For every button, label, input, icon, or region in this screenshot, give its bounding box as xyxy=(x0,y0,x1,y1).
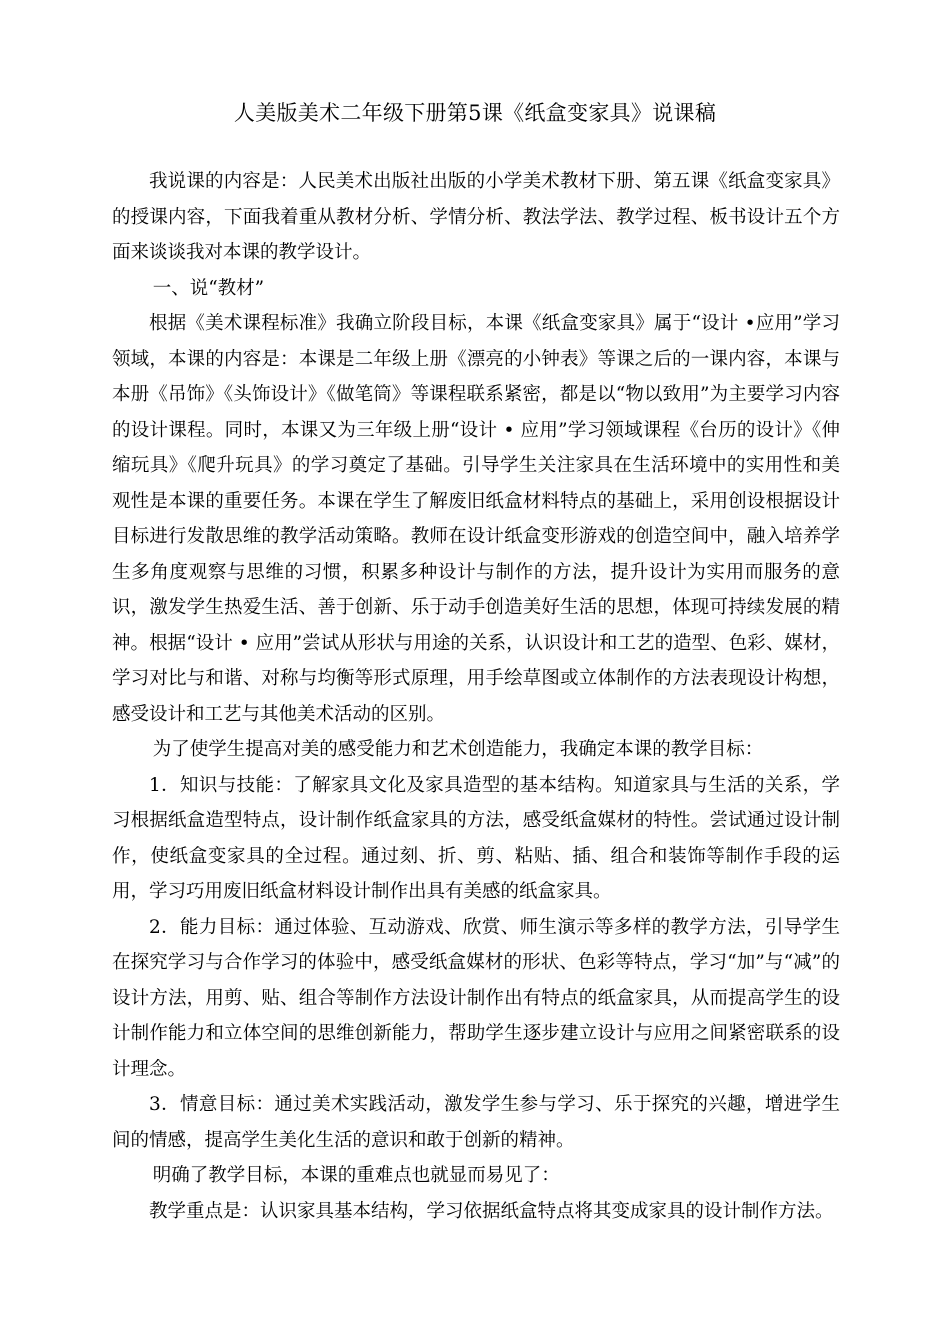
paragraph-goals-intro: 为了使学生提高对美的感受能力和艺术创造能力，我确定本课的教学目标： xyxy=(152,739,764,760)
paragraph-goal-knowledge: 1．知识与技能：了解家具文化及家具造型的基本结构。知道家具与生活的关系，学习根据纸盒造型特点，设计制作纸盒家具的方法，感受纸盒媒材的特性。尝试通过设计制作，使纸盒变家具的全过程。通过刻、折、剪、粘贴、插、组合和装饰等制作手段的运用，学习巧用废旧纸盒材料设计制作出具有美感的纸盒家具。 xyxy=(112,774,840,902)
document-title: 人美版美术二年级下册第5课《纸盒变家具》说课稿 xyxy=(233,101,717,125)
paragraph-key-points-intro: 明确了教学目标，本课的重难点也就显而易见了： xyxy=(152,1165,560,1186)
paragraph-goal-ability: 2．能力目标：通过体验、互动游戏、欣赏、师生演示等多样的教学方法，引导学生在探究学习与合作学习的体验中，感受纸盒媒材的形状、色彩等特点，学习“加”与“减”的设计方法，用剪、贴、组合等制作方法设计制作出有特点的纸盒家具，从而提高学生的设计制作能力和立体空间的思维创新能力，帮助学生逐步建立设计与应用之间紧密联系的设计理念。 xyxy=(112,916,840,1080)
paragraph-key-point: 教学重点是：认识家具基本结构，学习依据纸盒特点将其变成家具的设计制作方法。 xyxy=(149,1200,834,1222)
document-body xyxy=(112,164,840,1229)
paragraph-goal-emotion: 3．情意目标：通过美术实践活动，激发学生参与学习、乐于探究的兴趣，增进学生间的情感，提高学生美化生活的意识和敢于创新的精神。 xyxy=(112,1094,840,1151)
paragraph-textbook-analysis: 根据《美术课程标准》我确立阶段目标，本课《纸盒变家具》属于“设计 •应用”学习领域，本课的内容是：本课是二年级上册《漂亮的小钟表》等课之后的一课内容，本课与本册《吊饰》《头饰设计》《做笔筒》等课程联系紧密，都是以“物以致用”为主要学习内容的设计课程。同时，本课又为三年级上册“设计 • 应用”学习领域课程《台历的设计》《伸缩玩具》《爬升玩具》的学习奠定了基础。引导学生关注家具在生活环境中的实用性和美观性是本课的重要任务。本课在学生了解废旧纸盒材料特点的基础上，采用创设根据设计目标进行发散思维的教学活动策略。教师在设计纸盒变形游戏的创造空间中，融入培养学生多角度观察与思维的习惯，积累多种设计与制作的方法，提升设计为实用而服务的意识，激发学生热爱生活、善于创新、乐于动手创造美好生活的思想，体现可持续发展的精神。根据“设计 • 应用”尝试从形状与用途的关系，认识设计和工艺的造型、色彩、媒材，学习对比与和谐、对称与均衡等形式原理，用手绘草图或立体制作的方法表现设计构想，感受设计和工艺与其他美术活动的区别。 xyxy=(112,313,840,725)
paragraph-intro: 我说课的内容是：人民美术出版社出版的小学美术教材下册、第五课《纸盒变家具》的授课内容，下面我着重从教材分析、学情分析、教法学法、教学过程、板书设计五个方面来谈谈我对本课的教学设计。 xyxy=(112,171,840,263)
section-heading-textbook: 一、说“教材” xyxy=(152,277,265,299)
